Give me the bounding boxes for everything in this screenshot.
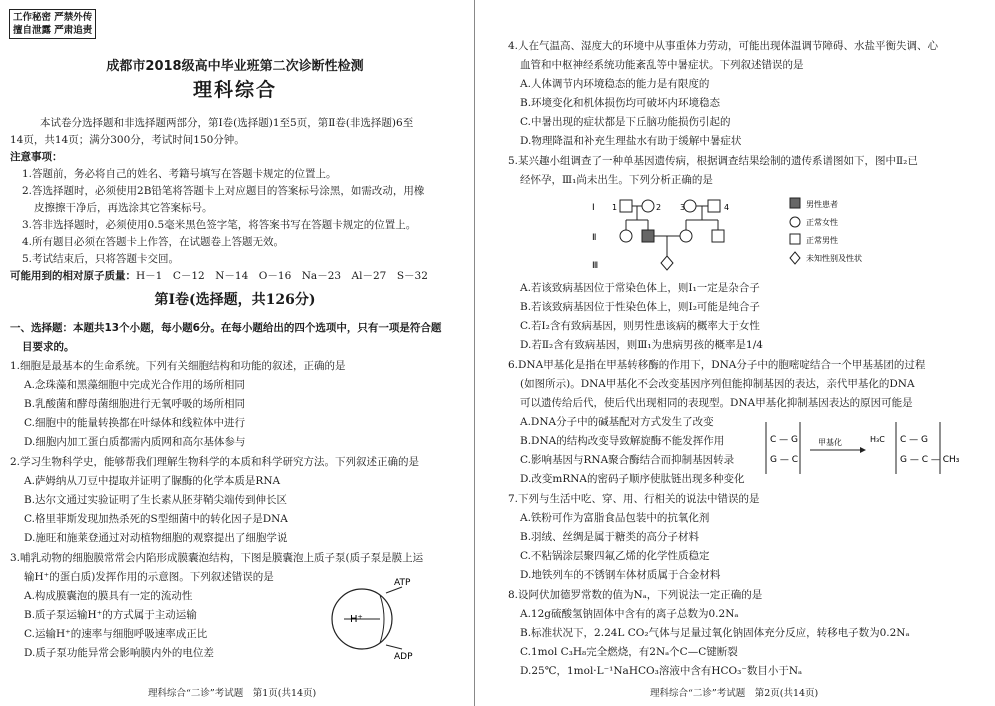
q6-stem-2: (如图所示)。DNA甲基化不会改变基因序列但能抑制基因的表达，亲代甲基化的DNA xyxy=(520,378,915,390)
q6-stem-3: 可以遗传给后代，使后代出现相同的表现型。DNA甲基化抑制基因表达的原因可能是 xyxy=(520,397,913,409)
q4-option-c: C.中暑出现的症状都是下丘脑功能损伤引起的 xyxy=(520,116,731,128)
q5-stem-2: 经怀孕，Ⅲ₁尚未出生。下列分析正确的是 xyxy=(520,174,713,186)
I-4-normal-male xyxy=(708,200,720,212)
q7-stem: 7.下列与生活中吃、穿、用、行相关的说法中错误的是 xyxy=(508,493,760,505)
atomic-values: H－1 C－12 N－14 O－16 Na－23 Al－27 S－32 xyxy=(136,270,428,282)
footer-right: 理科综合“二诊”考试题 第2页(共14页) xyxy=(650,688,819,699)
q1-option-d: D.细胞内加工蛋白质都需内质网和高尔基体参与 xyxy=(24,436,246,448)
legend-normal-female: 正常女性 xyxy=(806,218,838,227)
dna-methylation-figure xyxy=(760,418,985,478)
svg-text:3: 3 xyxy=(680,203,686,212)
legend-normal-male-symbol xyxy=(790,234,800,244)
q6-option-a: A.DNA分子中的碱基配对方式发生了改变 xyxy=(520,416,714,428)
legend-normal-female-symbol xyxy=(790,217,800,227)
q4-stem-1: 4.人在气温高、湿度大的环境中从事重体力劳动，可能出现体温调节障碍、水盐平衡失调、心 xyxy=(508,40,939,52)
atp-label: ATP xyxy=(394,578,411,588)
adp-label: ADP xyxy=(394,652,413,662)
exam-title: 成都市2018级高中毕业班第二次诊断性检测 xyxy=(106,59,364,74)
svg-text:1: 1 xyxy=(612,203,618,212)
generation-II-label: Ⅱ xyxy=(592,233,597,243)
legend-normal-male: 正常男性 xyxy=(806,236,838,245)
generation-III-label: Ⅲ xyxy=(592,261,599,271)
q2-option-d: D.施旺和施莱登通过对动植物细胞的观察提出了细胞学说 xyxy=(24,532,288,544)
I-2-normal-female xyxy=(642,200,654,212)
note-2b: 皮擦擦干净后，再选涂其它答案标号。 xyxy=(34,202,213,214)
q8-option-a: A.12g硫酸氢钠固体中含有的离子总数为0.2Nₐ xyxy=(520,608,739,620)
methylation-label: 甲基化 xyxy=(818,438,842,447)
legend-affected-male-symbol xyxy=(790,198,800,208)
q7-option-d: D.地铁列车的不锈钢车体材质属于合金材料 xyxy=(520,569,721,581)
q5-option-d: D.若Ⅱ₂含有致病基因，则Ⅲ₁为患病男孩的概率是1/4 xyxy=(520,339,763,351)
q7-option-b: B.羽绒、丝绸是属于糖类的高分子材料 xyxy=(520,531,700,543)
q6-option-b: B.DNA的结构改变导致解旋酶不能发挥作用 xyxy=(520,435,725,447)
II-1-normal-female xyxy=(620,230,632,242)
section-1-instruction-1: 一、选择题：本题共13个小题，每小题6分。在每小题给出的四个选项中，只有一项是符合题 xyxy=(10,322,442,334)
page-divider xyxy=(474,0,475,706)
q3-option-d: D.质子泵功能异常会影响膜内外的电位差 xyxy=(24,647,214,659)
notes-heading: 注意事项： xyxy=(10,151,63,163)
note-4: 4.所有题目必须在答题卡上作答，在试题卷上答题无效。 xyxy=(22,236,285,248)
subject-title: 理科综合 xyxy=(192,79,277,101)
legend-unknown-symbol xyxy=(790,252,800,264)
q3-option-b: B.质子泵运输H⁺的方式属于主动运输 xyxy=(24,609,197,621)
I-3-normal-female xyxy=(684,200,696,212)
intro-line-1: 本试卷分选择题和非选择题两部分，第Ⅰ卷(选择题)1至5页，第Ⅱ卷(非选择题)6至 xyxy=(40,117,414,129)
q1-option-a: A.念珠藻和黑藻细胞中完成光合作用的场所相同 xyxy=(24,379,245,391)
q5-stem-1: 5.某兴趣小组调查了一种单基因遗传病，根据调查结果绘制的遗传系谱图如下，图中Ⅱ₂已 xyxy=(508,155,918,167)
section-1-instruction-2: 目要求的。 xyxy=(22,341,75,353)
stamp-line-2: 擅自泄露 严肃追责 xyxy=(13,25,93,36)
h-ion-label: H⁺ xyxy=(350,614,363,625)
q7-option-a: A.铁粉可作为富脂食品包装中的抗氧化剂 xyxy=(520,512,710,524)
q2-stem: 2.学习生物科学史，能够帮我们理解生物科学的本质和科学研究方法。下列叙述正确的是 xyxy=(10,456,420,468)
footer-left: 理科综合“二诊”考试题 第1页(共14页) xyxy=(148,688,317,699)
q6-option-d: D.改变mRNA的密码子顺序使肽链出现多种变化 xyxy=(520,473,745,485)
q2-option-b: B.达尔文通过实验证明了生长素从胚芽鞘尖端传到伸长区 xyxy=(24,494,288,506)
adp-line xyxy=(386,645,402,649)
II-2-affected-male xyxy=(642,230,654,242)
q3-stem-2: 输H⁺的蛋白质)发挥作用的示意图。下列叙述错误的是 xyxy=(24,571,274,583)
q6-option-c: C.影响基因与RNA聚合酶结合而抑制基因转录 xyxy=(520,454,735,466)
svg-text:C — G: C — G xyxy=(900,435,928,445)
q8-option-d: D.25℃，1mol·L⁻¹NaHCO₃溶液中含有HCO₃⁻数目小于Nₐ xyxy=(520,665,803,677)
svg-text:C — G: C — G xyxy=(770,435,798,445)
q3-option-a: A.构成膜囊泡的膜具有一定的流动性 xyxy=(24,590,193,602)
q1-stem: 1.细胞是最基本的生命系统。下列有关细胞结构和功能的叙述，正确的是 xyxy=(10,360,346,372)
q8-option-c: C.1mol C₃H₈完全燃烧，有2Nₐ个C—C键断裂 xyxy=(520,646,738,658)
atomic-masses xyxy=(10,270,428,283)
q8-stem: 8.设阿伏加德罗常数的值为Nₐ，下列说法一定正确的是 xyxy=(508,589,763,601)
q4-option-b: B.环境变化和机体损伤均可破坏内环境稳态 xyxy=(520,97,721,109)
q2-option-a: A.萨姆纳从刀豆中提取并证明了脲酶的化学本质是RNA xyxy=(24,475,281,487)
q5-option-c: C.若Ⅰ₂含有致病基因，则男性患该病的概率大于女性 xyxy=(520,320,760,332)
legend-affected-male: 男性患者 xyxy=(806,200,838,209)
right-page xyxy=(480,0,995,706)
confidential-stamp xyxy=(9,9,96,39)
q3-option-c: C.运输H⁺的速率与细胞呼吸速率成正比 xyxy=(24,628,208,640)
legend-unknown: 未知性别及性状 xyxy=(806,254,862,263)
pump-arc xyxy=(380,595,384,643)
q1-option-b: B.乳酸菌和酵母菌细胞进行无氧呼吸的场所相同 xyxy=(24,398,246,410)
intro-line-2: 14页，共14页；满分300分，考试时间150分钟。 xyxy=(10,134,245,146)
q1-option-c: C.细胞中的能量转换都在叶绿体和线粒体中进行 xyxy=(24,417,245,429)
left-page xyxy=(0,0,470,706)
q3-stem-1: 3.哺乳动物的细胞膜常常会内陷形成膜囊泡结构，下图是膜囊泡上质子泵(质子泵是膜上运 xyxy=(10,552,424,564)
svg-text:4: 4 xyxy=(724,203,730,212)
pedigree-chart xyxy=(590,192,920,280)
III-1-unknown xyxy=(661,256,673,270)
q8-option-b: B.标准状况下，2.24L CO₂气体与足量过氧化钠固体充分反应，转移电子数为0.2Nₐ xyxy=(520,627,910,639)
q6-stem-1: 6.DNA甲基化是指在甲基转移酶的作用下，DNA分子中的胞嘧啶结合一个甲基基团的过程 xyxy=(508,359,926,371)
note-3: 3.答非选择题时，必须使用0.5毫米黑色签字笔，将答案书写在答题卡规定的位置上。 xyxy=(22,219,417,231)
note-5: 5.考试结束后，只将答题卡交回。 xyxy=(22,253,180,265)
q4-option-d: D.物理降温和补充生理盐水有助于缓解中暑症状 xyxy=(520,135,742,147)
q5-option-a: A.若该致病基因位于常染色体上，则Ⅰ₁一定是杂合子 xyxy=(520,282,760,294)
q2-option-c: C.格里菲斯发现加热杀死的S型细菌中的转化因子是DNA xyxy=(24,513,288,525)
q5-option-b: B.若该致病基因位于性染色体上，则Ⅰ₂可能是纯合子 xyxy=(520,301,760,313)
generation-I-label: Ⅰ xyxy=(592,203,595,213)
svg-text:G — C — CH₃: G — C — CH₃ xyxy=(900,455,960,465)
svg-text:G — C: G — C xyxy=(770,455,798,465)
section-1-title: 第Ⅰ卷(选择题，共126分) xyxy=(154,292,316,308)
svg-text:H₃C: H₃C xyxy=(870,435,885,444)
II-4-normal-male xyxy=(712,230,724,242)
proton-pump-figure xyxy=(322,575,422,665)
q4-stem-2: 血管和中枢神经系统功能紊乱等中暑症状。下列叙述错误的是 xyxy=(520,59,804,71)
atomic-label: 可能用到的相对原子质量： xyxy=(10,270,136,282)
stamp-line-1: 工作秘密 严禁外传 xyxy=(13,12,93,23)
note-1: 1.答题前，务必将自己的姓名、考籍号填写在答题卡规定的位置上。 xyxy=(22,168,337,180)
q4-option-a: A.人体调节内环境稳态的能力是有限度的 xyxy=(520,78,710,90)
q7-option-c: C.不粘锅涂层聚四氟乙烯的化学性质稳定 xyxy=(520,550,710,562)
svg-text:2: 2 xyxy=(656,203,662,212)
II-3-normal-female xyxy=(680,230,692,242)
I-1-normal-male xyxy=(620,200,632,212)
note-2a: 2.答选择题时，必须使用2B铅笔将答题卡上对应题目的答案标号涂黑，如需改动，用橡 xyxy=(22,185,425,197)
